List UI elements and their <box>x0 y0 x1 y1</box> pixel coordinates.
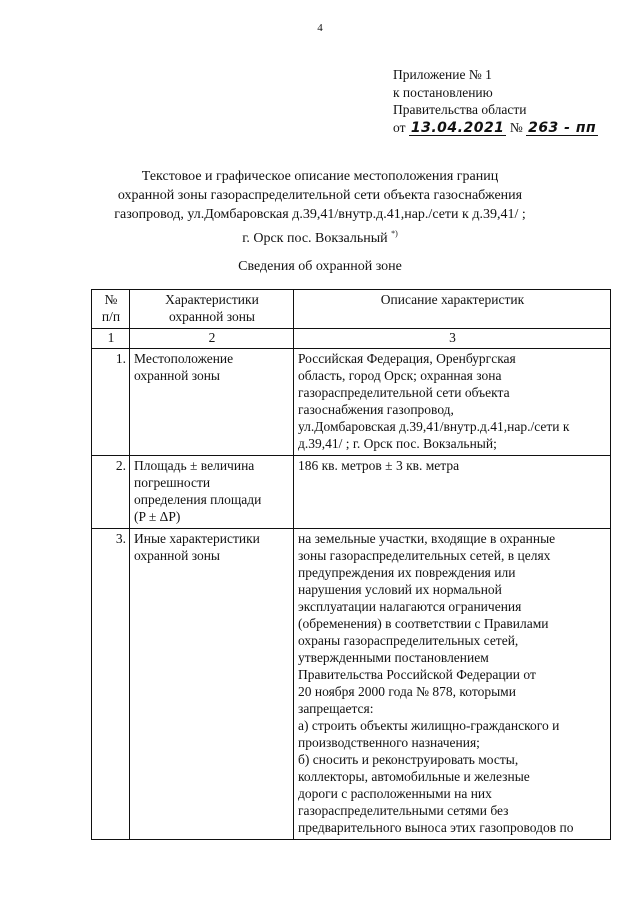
title-line-4 <box>0 224 640 248</box>
header-description: Описание характеристик <box>294 290 611 329</box>
header-num-line-1: № <box>104 292 118 307</box>
desc-line: газоснабжения газопровод, <box>298 402 454 417</box>
title-line-4-text: г. Орск пос. Вокзальный <box>242 231 388 246</box>
header-characteristics <box>130 290 294 329</box>
header-char-line-2: охранной зоны <box>168 309 255 324</box>
row-number: 2. <box>92 456 130 529</box>
desc-line: нарушения условий их нормальной <box>298 582 502 597</box>
desc-line: утвержденными постановлением <box>298 650 489 665</box>
desc-line: ул.Домбаровская д.39,41/внутр.д.41,нар./сети к <box>298 419 570 434</box>
table-row <box>92 529 611 840</box>
char-line: Иные характеристики <box>134 531 260 546</box>
title-line-1: Текстовое и графическое описание местоположения границ <box>141 169 499 184</box>
desc-line: производственного назначения; <box>298 735 480 750</box>
char-line: определения площади <box>134 492 262 507</box>
desc-line: (обременения) в соответствии с Правилами <box>298 616 549 631</box>
row-description <box>294 529 611 840</box>
desc-line: коллекторы, автомобильные и железные <box>298 769 530 784</box>
handwritten-date: 13.04.2021 <box>410 119 505 136</box>
table-row <box>92 456 611 529</box>
desc-line: а) строить объекты жилищно-гражданского и <box>298 718 560 733</box>
header-char-line-1: Характеристики <box>165 292 259 307</box>
char-line: Местоположение <box>134 351 234 366</box>
handwritten-number: 263 - пп <box>528 119 597 136</box>
desc-line: Российская Федерация, Оренбургская <box>298 351 516 366</box>
desc-line: газораспределительной сети объекта <box>298 385 510 400</box>
row-characteristic <box>130 529 294 840</box>
title-line-2: охранной зоны газораспределительной сети объекта газоснабжения <box>117 188 523 203</box>
footnote-mark: *) <box>391 229 398 238</box>
row-number: 3. <box>92 529 130 840</box>
date-prefix: от <box>393 119 406 135</box>
char-line: (P ± ΔP) <box>134 509 181 524</box>
col-number-1: 1 <box>92 329 130 349</box>
appendix-date-line <box>393 119 598 137</box>
table-header-row <box>92 290 611 329</box>
desc-line: предварительного выноса этих газопроводов по <box>298 820 574 835</box>
desc-line: зоны газораспределительных сетей, в целях <box>298 548 551 563</box>
number-prefix: № <box>509 119 523 135</box>
section-subtitle: Сведения об охранной зоне <box>238 259 402 274</box>
desc-line: Правительства Российской Федерации от <box>298 667 536 682</box>
row-description <box>294 456 611 529</box>
col-number-2: 2 <box>130 329 294 349</box>
header-num-line-2: п/п <box>101 309 121 324</box>
char-line: охранной зоны <box>134 368 221 383</box>
appendix-block <box>393 66 598 136</box>
char-line: охранной зоны <box>134 548 221 563</box>
table-row <box>92 349 611 456</box>
desc-line: газораспределительными сетями без <box>298 803 509 818</box>
desc-line: б) сносить и реконструировать мосты, <box>298 752 519 767</box>
desc-line: д.39,41/ ; г. Орск пос. Вокзальный; <box>298 436 497 451</box>
desc-line: охраны газораспределительных сетей, <box>298 633 519 648</box>
desc-line: дороги с расположенными на них <box>298 786 492 801</box>
appendix-line-1: Приложение № 1 <box>393 67 492 82</box>
desc-line: предупреждения их повреждения или <box>298 565 516 580</box>
desc-line: 20 ноября 2000 года № 878, которыми <box>298 684 516 699</box>
document-title <box>0 167 640 248</box>
header-num <box>92 290 130 329</box>
row-characteristic <box>130 456 294 529</box>
char-line: погрешности <box>134 475 211 490</box>
desc-line: 186 кв. метров ± 3 кв. метра <box>298 458 460 473</box>
title-line-3: газопровод, ул.Домбаровская д.39,41/внутр.д.41,нар./сети к д.39,41/ ; <box>114 207 526 222</box>
page-number: 4 <box>317 22 323 34</box>
char-line: Площадь ± величина <box>134 458 255 473</box>
desc-line: запрещается: <box>298 701 374 716</box>
protection-zone-table <box>91 289 611 840</box>
row-description <box>294 349 611 456</box>
col-number-3: 3 <box>294 329 611 349</box>
row-characteristic <box>130 349 294 456</box>
desc-line: на земельные участки, входящие в охранные <box>298 531 556 546</box>
appendix-line-3: Правительства области <box>393 102 527 117</box>
table-column-numbers-row <box>92 329 611 349</box>
desc-line: область, город Орск; охранная зона <box>298 368 502 383</box>
row-number: 1. <box>92 349 130 456</box>
appendix-line-2: к постановлению <box>393 84 493 100</box>
desc-line: эксплуатации налагаются ограничения <box>298 599 522 614</box>
